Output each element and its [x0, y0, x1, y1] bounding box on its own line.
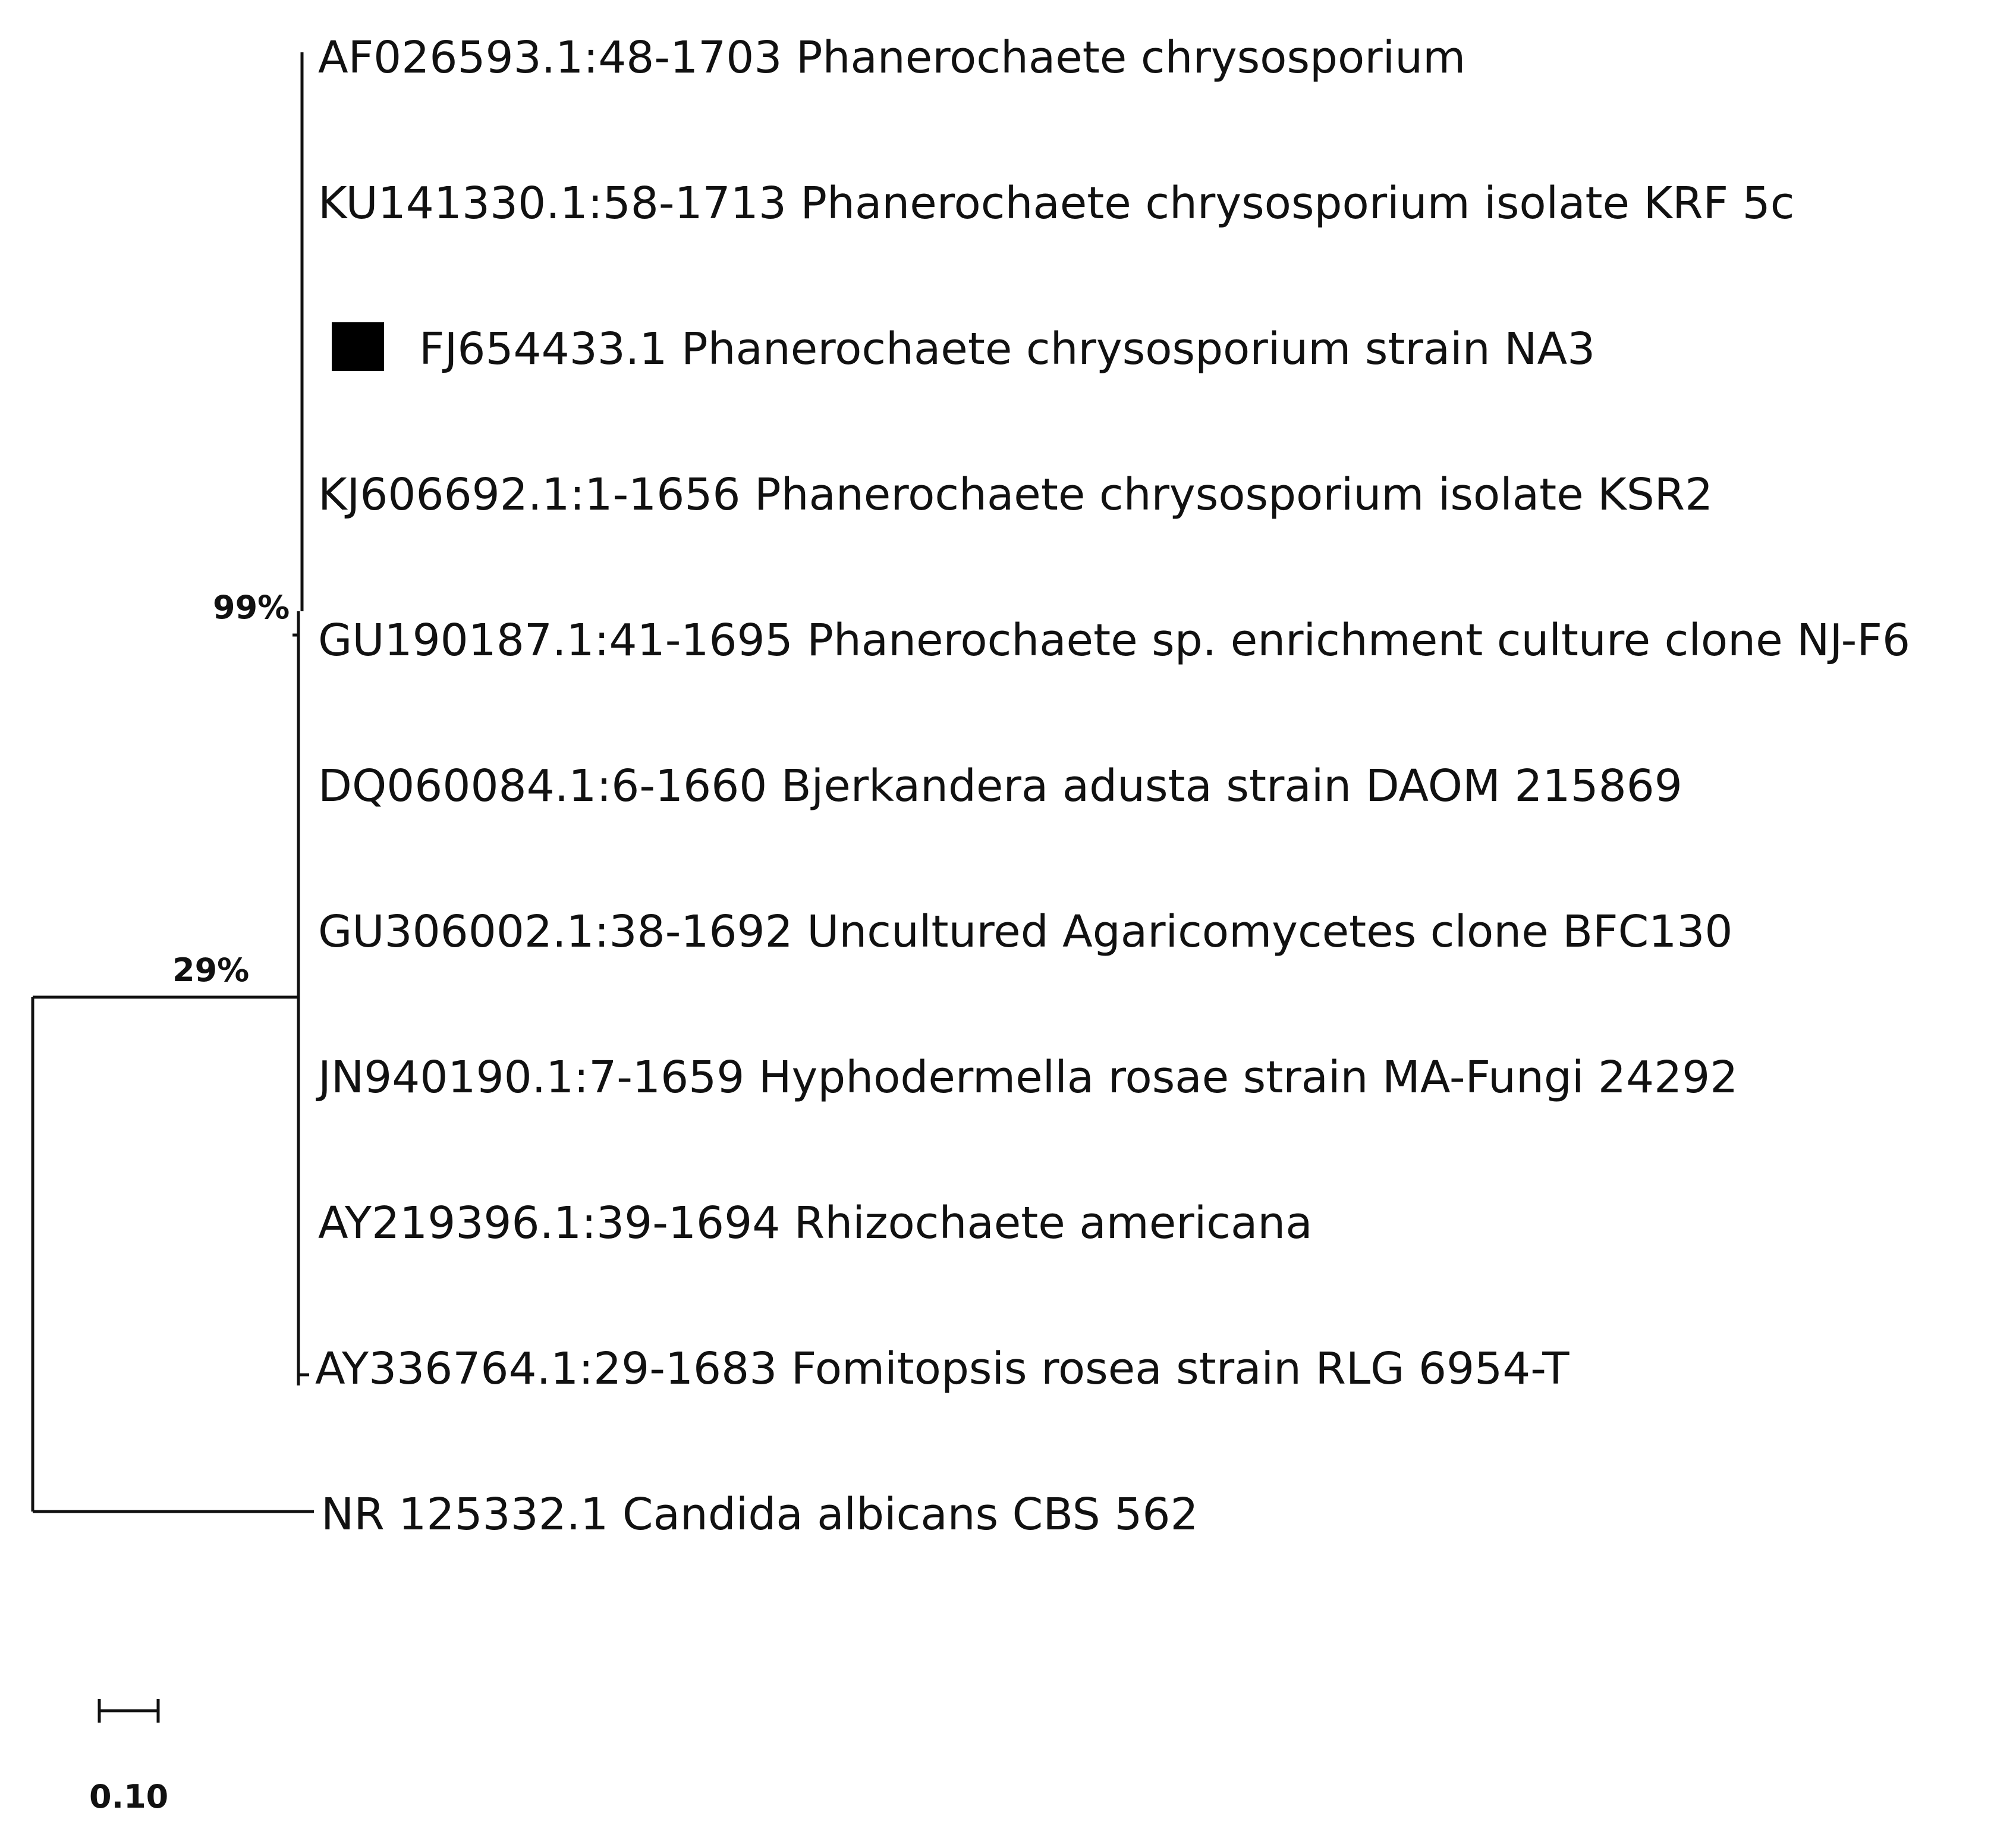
highlight-marker-square [332, 322, 384, 371]
taxon-label: AY219396.1:39-1694 Rhizochaete americana [318, 1198, 1313, 1249]
inner-clade-support-value: 99% [213, 589, 290, 626]
taxon-label: FJ654433.1 Phanerochaete chrysosporium strain NA3 [419, 323, 1596, 375]
taxon-label: KJ606692.1:1-1656 Phanerochaete chrysosporium isolate KSR2 [318, 469, 1713, 520]
ingroup-support-value: 29% [172, 951, 250, 989]
taxon-label: DQ060084.1:6-1660 Bjerkandera adusta strain DAOM 215869 [318, 761, 1682, 812]
scale-bar-label: 0.10 [89, 1778, 169, 1815]
taxon-label: GU190187.1:41-1695 Phanerochaete sp. enrichment culture clone NJ-F6 [318, 615, 1911, 666]
taxon-label: GU306002.1:38-1692 Uncultured Agaricomycetes clone BFC130 [318, 906, 1733, 957]
taxon-label: KU141330.1:58-1713 Phanerochaete chrysosporium isolate KRF 5c [318, 178, 1795, 229]
taxon-label: JN940190.1:7-1659 Hyphodermella rosae strain MA-Fungi 24292 [318, 1052, 1738, 1103]
taxon-label: AF026593.1:48-1703 Phanerochaete chrysosporium [318, 32, 1466, 83]
outgroup-taxon-label: NR 125332.1 Candida albicans CBS 562 [321, 1489, 1199, 1540]
scale-bar [89, 1699, 168, 1815]
taxon-label: AY336764.1:29-1683 Fomitopsis rosea strain RLG 6954-T [315, 1343, 1570, 1394]
